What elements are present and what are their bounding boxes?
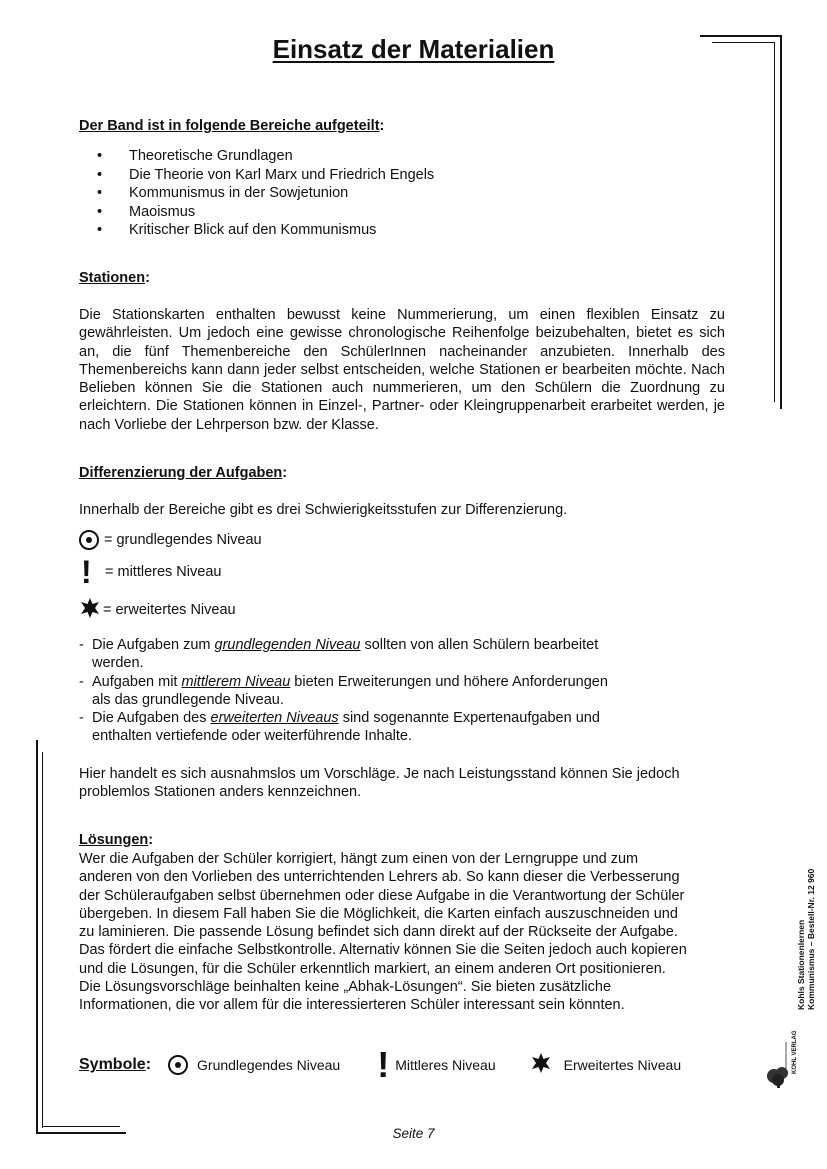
side-label-order-number: Kommunismus – Bestell-Nr. 12 960: [806, 868, 816, 1010]
list-item-continuation: werden.: [92, 655, 144, 672]
level-basic-row: [79, 530, 262, 550]
section-heading-band-text: Der Band ist in folgende Bereiche aufgeteilt: [79, 118, 380, 134]
list-item-text-after: sollten von allen Schülern bearbeitet: [360, 637, 599, 653]
section-heading-differenzierung-colon: :: [282, 465, 288, 481]
level-advanced-text: = erweitertes Niveau: [103, 602, 236, 618]
symbol-legend-medium-text: Mittleres Niveau: [395, 1057, 496, 1073]
bullet-icon: •: [97, 185, 103, 201]
dash-marker: -: [79, 673, 84, 690]
page-number: Seite 7: [392, 1126, 435, 1141]
list-item: [79, 673, 679, 710]
list-item: [97, 184, 597, 203]
section-heading-stationen-colon: :: [145, 270, 150, 286]
exclamation-icon: !: [377, 1044, 390, 1085]
symbol-legend-advanced-text: Erweitertes Niveau: [563, 1057, 682, 1073]
loesungen-line: anderen von den Vorlieben des unterrichtenden Lehrers ab. So kann dieser die Verbesserung: [79, 869, 680, 886]
list-item: [79, 636, 679, 673]
page-title: Einsatz der Materialien: [272, 34, 555, 64]
loesungen-line: übergeben. In diesem Fall haben Sie die Möglichkeit, die Karten einfach auszuschneiden und: [79, 905, 678, 922]
loesungen-line: der Schüleraufgaben selbst übernehmen oder diese Aufgabe in die Verantwortung der Schüler: [79, 887, 685, 904]
frame-right-vertical-inner: [774, 42, 775, 402]
section-heading-differenzierung: [79, 465, 287, 481]
differenzierung-note: Hier handelt es sich ausnahmslos um Vorschläge. Je nach Leistungsstand können Sie jedoch problemlos Stationen anders kennzeichnen.: [79, 766, 680, 801]
loesungen-line: Informationen, die vor allem für die interessierteren Schüler interessant sein könnten.: [79, 997, 625, 1014]
symbol-legend-colon: :: [145, 1056, 152, 1073]
section-heading-stationen-text: Stationen: [79, 270, 146, 286]
loesungen-line: Wer die Aufgaben der Schüler korrigiert, hängt zum einen von der Lerngruppe und zum: [79, 851, 639, 867]
loesungen-line: Das fördert die einfache Selbstkontrolle. Alternativ können Sie die Seiten jedoch auch kopieren: [79, 942, 687, 959]
publisher-name: KOHL VERLAG: [792, 1030, 798, 1074]
stationen-paragraph: Die Stationskarten enthalten bewusst keine Nummerierung, um einen flexiblen Einsatz zu gewährleisten. Um jedoch eine gewisse chronologische Reihenfolge beizubehalten, bietet es sich an, die fünf Themenbereiche den SchülerInnen nacheinander anzubieten. Innerhalb des Themenbereichs kann dann jeder selbst entscheiden, welche Stationen er bearbeiten möchte. Nach Belieben können Sie die Stationen auch nummerieren, um den Schülern die Zuordnung zu erleichtern. Die Stationen können in Einzel-, Partner- oder Kleingruppenarbeit erarbeitet werden, je nach Vorliebe der Lehrperson bzw. der Klasse.: [79, 307, 725, 433]
list-item-text-before: Die Aufgaben zum: [92, 637, 215, 653]
target-icon: [79, 530, 99, 550]
section-heading-loesungen-colon: :: [148, 832, 154, 848]
list-item-text: Theoretische Grundlagen: [129, 148, 293, 164]
differenzierung-list: [79, 636, 679, 746]
level-basic-text: = grundlegendes Niveau: [104, 532, 262, 548]
section-heading-loesungen-text: Lösungen: [79, 832, 149, 848]
list-item-text-before: Die Aufgaben des: [92, 710, 211, 727]
list-item: [97, 203, 597, 222]
star-icon: [530, 1052, 552, 1079]
loesungen-line: und die Lösungen, für die Schüler erkenntlich markiert, an einem anderen Ort positionieren.: [79, 960, 666, 977]
frame-right-vertical: [780, 35, 782, 409]
list-item: [97, 147, 597, 166]
dash-marker: -: [79, 637, 84, 653]
loesungen-paragraph: [79, 850, 729, 1015]
list-item-emphasis: erweiterten Niveaus: [210, 710, 339, 727]
list-item-text-after: bieten Erweiterungen und höhere Anforderungen: [290, 673, 608, 690]
bullet-icon: •: [97, 222, 103, 238]
frame-left-vertical-inner: [42, 752, 43, 1128]
list-item-emphasis: grundlegenden Niveau: [214, 637, 361, 653]
loesungen-line: zu laminieren. Die passende Lösung befindet sich dann direkt auf der Rückseite der Aufgabe.: [79, 924, 678, 941]
symbol-legend-basic-text: Grundlegendes Niveau: [197, 1057, 341, 1073]
exclamation-icon: !: [81, 554, 92, 590]
list-item-emphasis: mittlerem Niveau: [181, 673, 291, 690]
section-heading-band-colon: :: [379, 118, 385, 134]
star-icon: [79, 597, 101, 623]
level-medium-text: = mittleres Niveau: [105, 564, 222, 580]
list-item: [97, 221, 597, 240]
section-heading-differenzierung-text: Differenzierung der Aufgaben: [79, 465, 283, 481]
symbol-legend-label: Symbole: [79, 1056, 146, 1073]
list-item-text: Kommunismus in der Sowjetunion: [129, 185, 349, 201]
frame-left-vertical: [36, 740, 38, 1134]
list-item: [97, 166, 597, 185]
side-label-series: Kohls Stationenlernen: [796, 919, 806, 1010]
bullet-icon: •: [97, 166, 103, 183]
list-item-text: Kritischer Blick auf den Kommunismus: [129, 222, 377, 238]
level-medium-row: [79, 556, 221, 588]
bullet-icon: •: [97, 148, 103, 164]
side-label: [796, 830, 816, 1010]
list-item-text-before: Aufgaben mit: [92, 673, 182, 690]
list-item-text-after: sind sogenannte Expertenaufgaben und: [338, 710, 600, 727]
section-heading-loesungen: [79, 832, 153, 848]
band-topic-list: [97, 147, 597, 240]
list-item-text: Maoismus: [129, 203, 196, 220]
list-item-continuation: enthalten vertiefende oder weiterführende Inhalte.: [92, 728, 413, 745]
list-item: [79, 709, 679, 746]
list-item-continuation: als das grundlegende Niveau.: [92, 691, 284, 708]
dash-marker: -: [79, 710, 84, 727]
tree-logo-icon: [762, 1040, 796, 1090]
target-icon: [168, 1055, 188, 1075]
section-heading-stationen: [79, 270, 150, 286]
differenzierung-intro: Innerhalb der Bereiche gibt es drei Schwierigkeitsstufen zur Differenzierung.: [79, 502, 568, 518]
symbol-legend: [79, 1044, 719, 1085]
list-item-text: Die Theorie von Karl Marx und Friedrich Engels: [129, 166, 435, 183]
publisher-logo: [762, 1030, 798, 1090]
loesungen-line: Die Lösungsvorschläge beinhalten keine „Abhak-Lösungen“. Sie bieten zusätzliche: [79, 979, 612, 996]
level-advanced-row: [79, 597, 236, 623]
section-heading-band: [79, 118, 384, 134]
bullet-icon: •: [97, 203, 103, 220]
